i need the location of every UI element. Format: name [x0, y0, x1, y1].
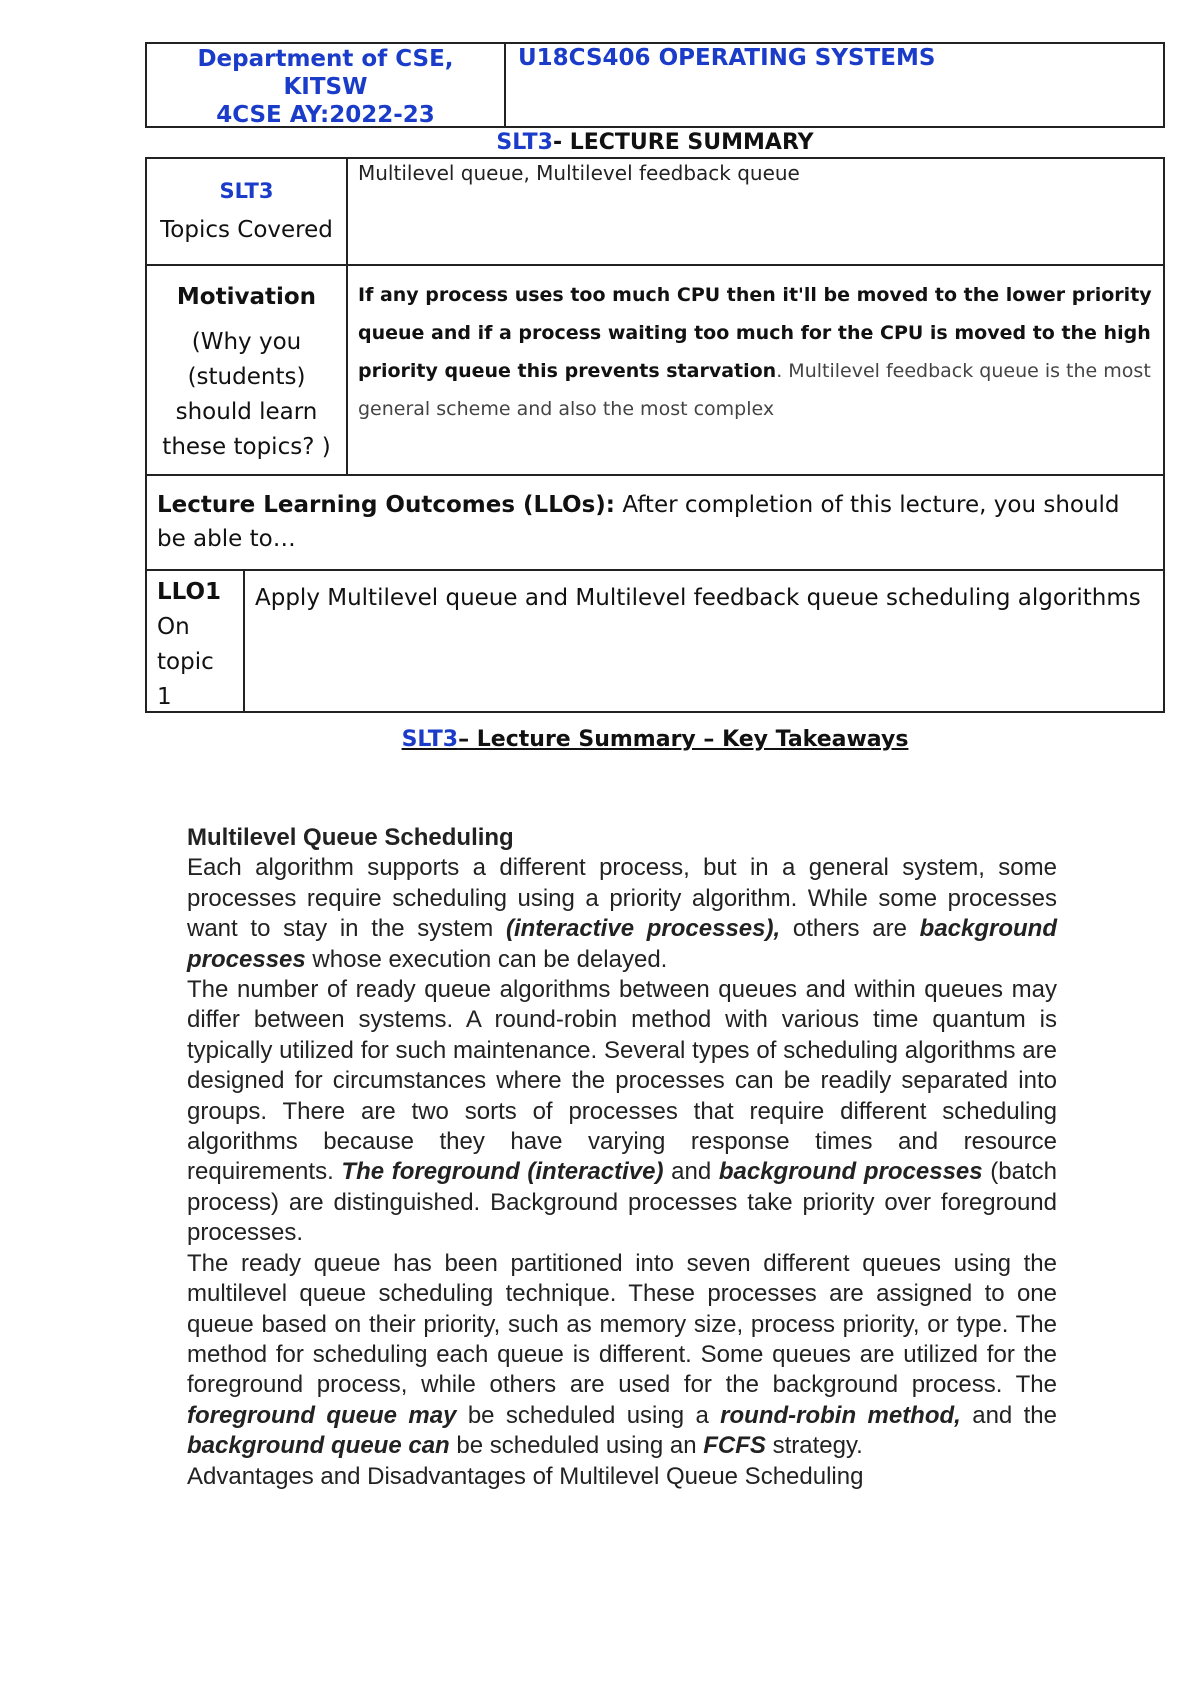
- llo1-line-3: topic: [157, 649, 214, 675]
- motivation-sub-2: (students): [187, 364, 306, 390]
- motivation-sub-1: (Why you: [191, 329, 302, 355]
- dept-line-1: Department of CSE,: [197, 46, 454, 72]
- topics-row: [147, 159, 1163, 266]
- p3-text-h: FCFS: [703, 1432, 766, 1460]
- body-paragraph-1: [187, 853, 1057, 975]
- body-paragraph-4: Advantages and Disadvantages of Multilevel Queue Scheduling: [187, 1462, 864, 1490]
- motivation-light-text: . Multilevel feedback queue is the most general scheme and also the most complex: [358, 360, 1151, 420]
- course-cell: [506, 44, 1163, 126]
- course-title: U18CS406 OPERATING SYSTEMS: [518, 45, 936, 71]
- p3-text-e: and the: [960, 1401, 1057, 1429]
- motivation-row: [147, 266, 1163, 476]
- llo1-code: LLO1: [157, 579, 222, 605]
- p3-text-i: strategy.: [765, 1432, 863, 1460]
- topics-value: Multilevel queue, Multilevel feedback queue: [358, 161, 800, 185]
- dept-line-2: KITSW: [283, 74, 368, 100]
- llo1-row: [147, 571, 1163, 711]
- llos-row: [147, 476, 1163, 571]
- motivation-label-cell: [147, 266, 348, 474]
- p3-text-f: background queue can: [187, 1432, 450, 1460]
- topics-label-cell: [147, 159, 348, 264]
- llos-text: [157, 488, 1153, 557]
- p1-text-a: Each algorithm supports a different process, but in a general system, some processes require scheduling using a priority algorithm. While some processes want to stay in the system: [187, 854, 1057, 943]
- summary-title-code: SLT3: [496, 130, 553, 155]
- llo1-label-cell: [147, 571, 245, 711]
- body-paragraph-2: [187, 975, 1057, 1249]
- p1-text-e: whose execution can be delayed.: [305, 945, 668, 973]
- p3-text-c: be scheduled using a: [456, 1401, 721, 1429]
- motivation-sub-4: these topics? ): [162, 434, 331, 460]
- p2-text-b: The foreground (interactive): [341, 1158, 664, 1186]
- llo1-line-4: 1: [157, 684, 172, 710]
- p3-text-b: foreground queue may: [187, 1401, 457, 1429]
- header-box: [145, 42, 1165, 128]
- llos-rest: After completion of this lecture, you should be able to…: [157, 492, 1120, 552]
- llo1-text: Apply Multilevel queue and Multilevel feedback queue scheduling algorithms: [255, 585, 1141, 611]
- takeaways-body: [187, 823, 1057, 1492]
- p2-text-c: and: [663, 1158, 719, 1186]
- department-cell: [147, 44, 506, 126]
- llo1-line-2: On: [157, 614, 190, 640]
- p2-text-d: background processes: [718, 1158, 983, 1186]
- motivation-bold-text: If any process uses too much CPU then it'll be moved to the lower priority queue and if a process waiting too much for the CPU is moved to the high priority queue this prevents starvation: [358, 284, 1152, 382]
- p1-text-c: others are: [780, 915, 920, 943]
- key-takeaways-title: [145, 727, 1165, 752]
- p1-text-d: background processes: [187, 915, 1057, 973]
- p3-text-g: be scheduled using an: [449, 1432, 704, 1460]
- summary-title-rest: - LECTURE SUMMARY: [552, 130, 814, 155]
- p1-text-b: (interactive processes),: [505, 915, 781, 943]
- p3-text-a: The ready queue has been partitioned into seven different queues using the multilevel queue scheduling technique. These processes are assigned to one queue based on their priority, such as memory size, process priority, or type. The method for scheduling each queue is different. Some queues are utilized for the foreground process, while others are used for the background process. The: [187, 1249, 1057, 1399]
- body-paragraph-3: [187, 1249, 1057, 1462]
- body-heading: Multilevel Queue Scheduling: [187, 824, 514, 851]
- llos-bold: Lecture Learning Outcomes (LLOs):: [157, 492, 616, 518]
- topics-code: SLT3: [219, 179, 274, 203]
- motivation-sub-3: should learn: [175, 399, 318, 425]
- takeaways-rest: – Lecture Summary – Key Takeaways: [458, 727, 909, 752]
- topics-label: Topics Covered: [160, 217, 333, 243]
- dept-line-3: 4CSE AY:2022-23: [216, 102, 435, 128]
- motivation-text: [348, 266, 1163, 474]
- lecture-summary-title: [145, 128, 1165, 158]
- motivation-label: Motivation: [176, 284, 317, 310]
- p2-text-e: (batch process) are distinguished. Background processes take priority over foreground processes.: [187, 1158, 1057, 1247]
- summary-table: [145, 157, 1165, 713]
- p3-text-d: round-robin method,: [720, 1401, 961, 1429]
- takeaways-code: SLT3: [401, 727, 459, 752]
- p2-text-a: The number of ready queue algorithms between queues and within queues may differ between systems. A round-robin method with various time quantum is typically utilized for such maintenance. Several types of scheduling algorithms are designed for circumstances where the processes can be readily separated into groups. There are two sorts of processes that require different scheduling algorithms because they have varying response times and resource requirements.: [187, 976, 1057, 1186]
